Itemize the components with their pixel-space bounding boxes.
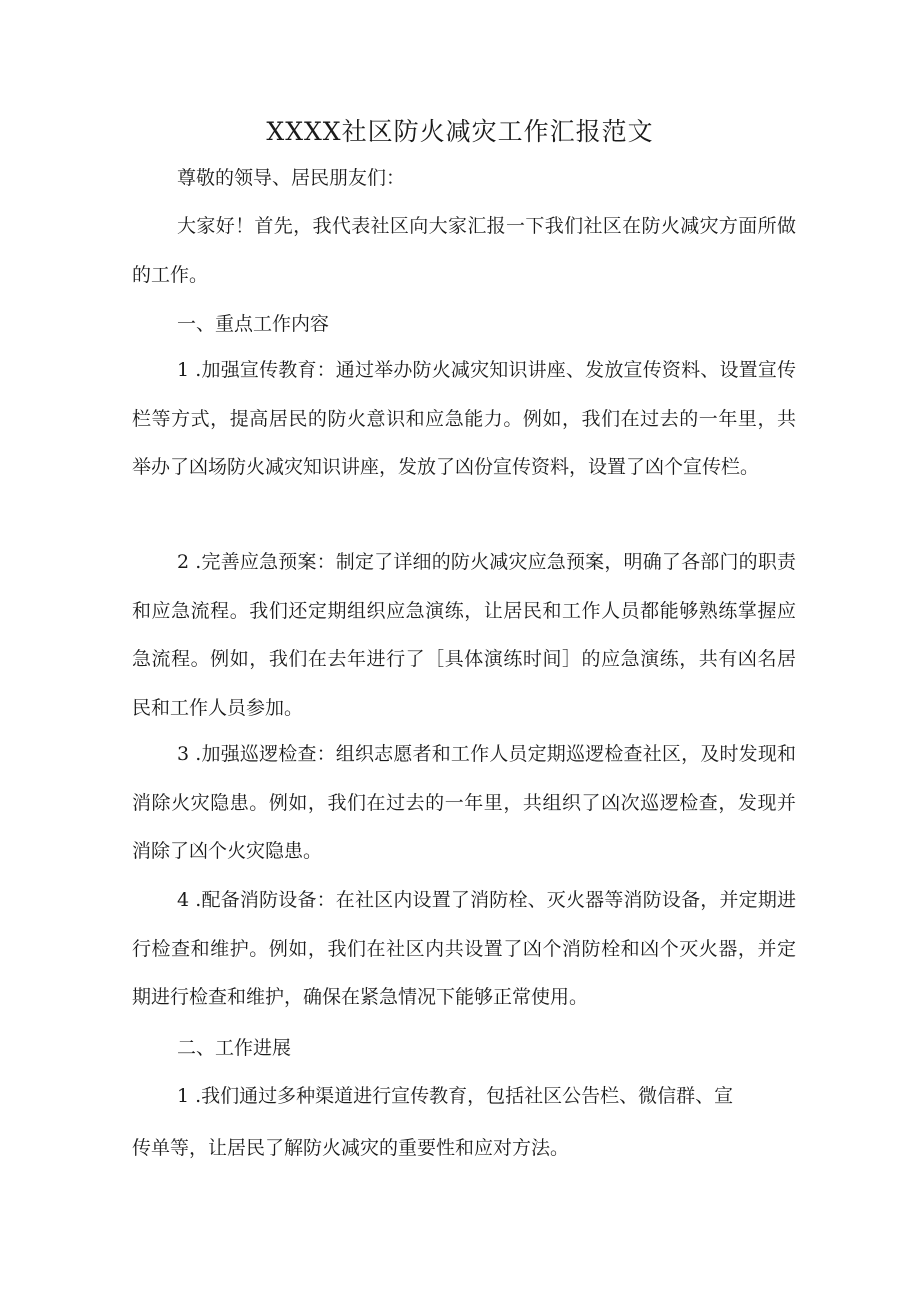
document-title: XXXX社区防火减灾工作汇报范文: [266, 117, 654, 146]
paragraph-publicity-education: 1 .加强宣传教育：通过举办防火减灾知识讲座、发放宣传资料、设置宣传栏等方式，提高居民的防火意识和应急能力。例如，我们在过去的一年里，共举办了凶场防火减灾知识讲座，发放了凶份宣传资料，设置了凶个宣传栏。: [132, 359, 796, 478]
section-heading-progress: 二、工作进展: [177, 1037, 292, 1059]
progress-item-line-2: 传单等，让居民了解防火减灾的重要性和应对方法。: [132, 1137, 570, 1159]
progress-item-line-1: 1 .我们通过多种渠道进行宣传教育，包括社区公告栏、微信群、宣: [177, 1085, 734, 1107]
paragraph-emergency-plan: 2 .完善应急预案：制定了详细的防火减灾应急预案，明确了各部门的职责和应急流程。我们还定期组织应急演练，让居民和工作人员都能够熟练掌握应急流程。例如，我们在去年进行了［具体演练时间］的应急演练，共有凶名居民和工作人员参加。: [132, 551, 796, 719]
greeting: 尊敬的领导、居民朋友们：: [177, 167, 406, 189]
intro-paragraph: 大家好！首先，我代表社区向大家汇报一下我们社区在防火减灾方面所做的工作。: [132, 215, 796, 286]
paragraph-patrol-inspection: 3 .加强巡逻检查：组织志愿者和工作人员定期巡逻检查社区，及时发现和消除火灾隐患。例如，我们在过去的一年里，共组织了凶次巡逻检查，发现并消除了凶个火灾隐患。: [132, 743, 796, 862]
paragraph-fire-equipment: 4 .配备消防设备：在社区内设置了消防栓、灭火器等消防设备，并定期进行检查和维护。例如，我们在社区内共设置了凶个消防栓和凶个灭火器，并定期进行检查和维护，确保在紧急情况下能够正常使用。: [132, 889, 796, 1008]
section-heading-key-work: 一、重点工作内容: [177, 313, 330, 335]
